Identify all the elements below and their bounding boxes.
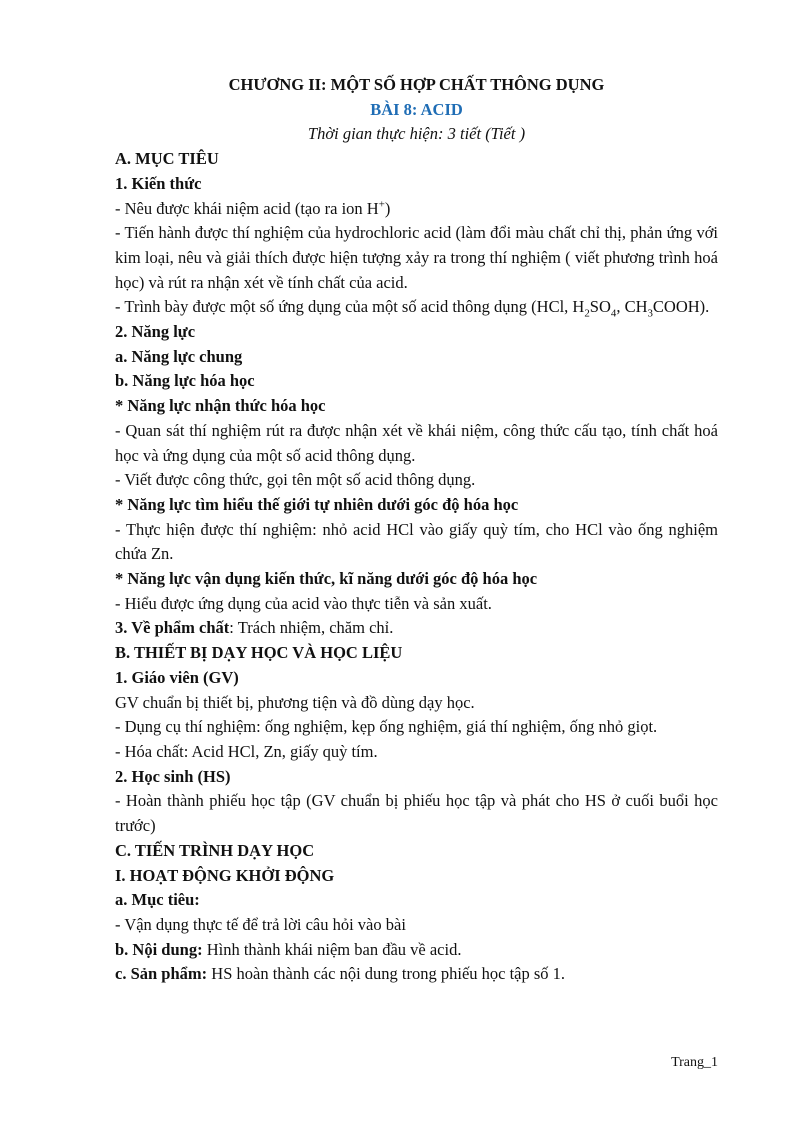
chem-competence-heading: b. Năng lực hóa học — [115, 371, 255, 391]
activity-heading: I. HOẠT ĐỘNG KHỞI ĐỘNG — [115, 865, 335, 885]
content-label: b. Nội dung: — [115, 939, 203, 959]
k1-close: ) — [384, 198, 391, 218]
k3-sub-1: 2 — [584, 307, 590, 320]
k3-mid-1: SO — [589, 297, 611, 317]
knowledge-item-3 — [115, 295, 718, 320]
duration-line: Thời gian thực hiện: 3 tiết (Tiết ) — [307, 124, 526, 144]
teacher-item-3: - Hóa chất: Acid HCl, Zn, giấy quỳ tím. — [115, 741, 378, 761]
quality-label: 3. Về phẩm chất — [115, 618, 230, 638]
general-competence-heading: a. Năng lực chung — [115, 346, 243, 366]
cognition-item-1: - Quan sát thí nghiệm rút ra được nhận xét về khái niệm, công thức cấu tạo, tính chất hoá học và ứng dụng của một số acid thông dụng. — [115, 420, 718, 465]
lesson-title: BÀI 8: ACID — [370, 99, 463, 119]
section-b-heading: B. THIẾT BỊ DẠY HỌC VÀ HỌC LIỆU — [115, 643, 403, 663]
goal-heading: a. Mục tiêu: — [115, 890, 200, 910]
knowledge-item-1 — [115, 197, 718, 222]
k3-sub-3: 3 — [647, 307, 653, 320]
exploration-heading: * Năng lực tìm hiểu thế giới tự nhiên dưới góc độ hóa học — [115, 494, 519, 514]
competence-heading: 2. Năng lực — [115, 322, 196, 342]
quality-text: : Trách nhiệm, chăm chỉ. — [229, 618, 394, 638]
k1-sup: + — [378, 198, 385, 211]
exploration-item-1: - Thực hiện được thí nghiệm: nhỏ acid HCl vào giấy quỳ tím, cho HCl vào ống nghiệm chứa Zn. — [115, 519, 718, 564]
cognition-item-2: - Viết được công thức, gọi tên một số acid thông dụng. — [115, 470, 476, 490]
application-item-1: - Hiểu được ứng dụng của acid vào thực tiễn và sản xuất. — [115, 593, 492, 613]
goal-item-1: - Vận dụng thực tế để trả lời câu hỏi vào bài — [115, 914, 406, 934]
application-heading: * Năng lực vận dụng kiến thức, kĩ năng dưới góc độ hóa học — [115, 569, 538, 589]
knowledge-item-2: - Tiến hành được thí nghiệm của hydrochloric acid (làm đổi màu chất chỉ thị, phản ứng với kim loại, nêu và giải thích được hiện tượng xảy ra trong thí nghiệm ( viết phương trình hoá học) và rút ra nhận xét về tính chất của acid. — [115, 223, 718, 292]
teacher-item-2: - Dụng cụ thí nghiệm: ống nghiệm, kẹp ống nghiệm, giá thí nghiệm, ống nhỏ giọt. — [115, 717, 658, 737]
teacher-heading: 1. Giáo viên (GV) — [115, 667, 239, 687]
teacher-item-1: GV chuẩn bị thiết bị, phương tiện và đồ dùng dạy học. — [115, 692, 475, 712]
student-item-1: - Hoàn thành phiếu học tập (GV chuẩn bị phiếu học tập và phát cho HS ở cuối buổi học trước) — [115, 791, 718, 836]
page-number: Trang_1 — [671, 1055, 718, 1070]
chapter-title: CHƯƠNG II: MỘT SỐ HỢP CHẤT THÔNG DỤNG — [228, 75, 605, 94]
section-c-heading: C. TIẾN TRÌNH DẠY HỌC — [115, 840, 315, 860]
k3-mid-2: , CH — [616, 297, 648, 317]
k3-sub-2: 4 — [610, 307, 617, 320]
k3-close: COOH). — [652, 297, 710, 317]
cognition-heading: * Năng lực nhận thức hóa học — [115, 396, 326, 416]
product-label: c. Sản phẩm: — [115, 964, 208, 984]
quality-line — [115, 616, 718, 641]
content-line — [115, 938, 718, 963]
product-text: HS hoàn thành các nội dung trong phiếu học tập số 1. — [207, 964, 566, 984]
knowledge-heading: 1. Kiến thức — [115, 173, 202, 193]
document-page — [115, 73, 718, 987]
k1-text: - Nêu được khái niệm acid (tạo ra ion H — [115, 198, 379, 218]
k3-text: - Trình bày được một số ứng dụng của một số acid thông dụng (HCl, H — [115, 297, 585, 317]
product-line — [115, 962, 718, 987]
content-text: Hình thành khái niệm ban đầu về acid. — [202, 939, 462, 959]
student-heading: 2. Học sinh (HS) — [115, 766, 231, 786]
section-a-heading: A. MỤC TIÊU — [115, 149, 219, 169]
